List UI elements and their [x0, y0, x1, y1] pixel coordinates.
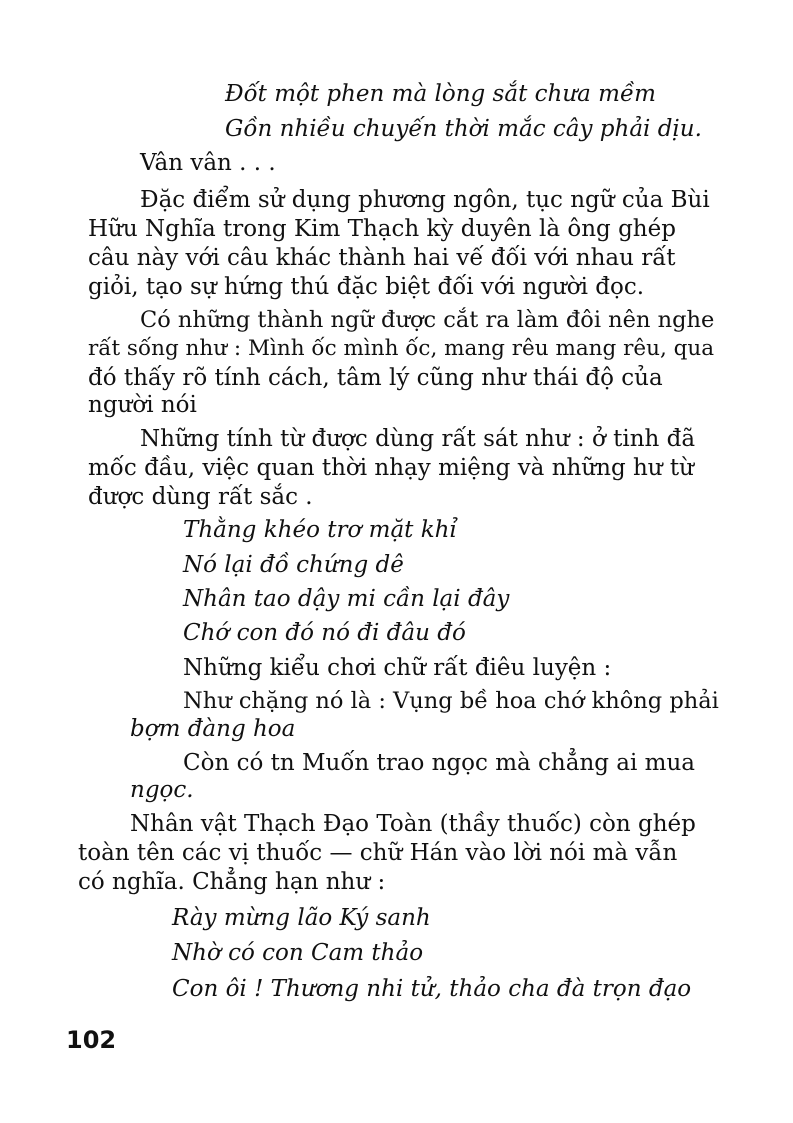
verse-line: Thằng khéo trơ mặt khỉ [183, 517, 457, 543]
verse-line: Nhân tao dậy mi cần lại đây [183, 586, 510, 612]
text-line: được dùng rất sắc . [88, 484, 313, 510]
text-line: mốc đầu, việc quan thời nhạy miệng và những hư từ [88, 455, 694, 481]
verse-line: Chớ con đó nó đi đâu đó [183, 620, 466, 646]
verse-line: Con ôi ! Thương nhi tử, thảo cha đà trọn đạo [172, 976, 692, 1002]
text-line: giỏi, tạo sự hứng thú đặc biệt đối với người đọc. [88, 274, 645, 300]
text-line: Đặc điểm sử dụng phương ngôn, tục ngữ của Bùi [140, 187, 710, 213]
text-line: câu này với câu khác thành hai vế đối với nhau rất [88, 245, 676, 271]
text-line: Những tính từ được dùng rất sát như : ở tinh đã [140, 426, 696, 452]
text-line: Hữu Nghĩa trong Kim Thạch kỳ duyên là ông ghép [88, 216, 676, 242]
text-line: Có những thành ngữ được cắt ra làm đôi nên nghe [140, 307, 715, 333]
verse-line: Nhờ có con Cam thảo [172, 940, 424, 966]
text-line: có nghĩa. Chẳng hạn như : [78, 869, 386, 895]
text-line: ngọc. [130, 777, 194, 803]
page-number: 102 [66, 1026, 117, 1054]
verse-line: Gồn nhiều chuyến thời mắc cây phải dịu. [225, 116, 702, 142]
text-line: toàn tên các vị thuốc — chữ Hán vào lời nói mà vẫn [78, 840, 678, 866]
text-line: đó thấy rõ tính cách, tâm lý cũng như thái độ của [88, 365, 663, 391]
verse-line: Nó lại đồ chứng dê [183, 552, 404, 578]
text-line: Nhân vật Thạch Đạo Toàn (thầy thuốc) còn ghép [130, 811, 696, 837]
verse-line: Rày mừng lão Ký sanh [172, 905, 431, 931]
text-line: Vân vân . . . [140, 150, 276, 176]
text-line: người nói [88, 392, 197, 418]
verse-line: Đốt một phen mà lòng sắt chưa mềm [225, 81, 656, 107]
text-line: Còn có tn Muốn trao ngọc mà chẳng ai mua [183, 750, 696, 776]
text-line: Những kiểu chơi chữ rất điêu luyện : [183, 655, 612, 681]
text-line: Như chặng nó là : Vụng bề hoa chớ không phải [183, 688, 719, 714]
text-line: rất sống như : Mình ốc mình ốc, mang rêu mang rêu, qua [88, 336, 715, 361]
text-line: bợm đàng hoa [130, 716, 296, 742]
